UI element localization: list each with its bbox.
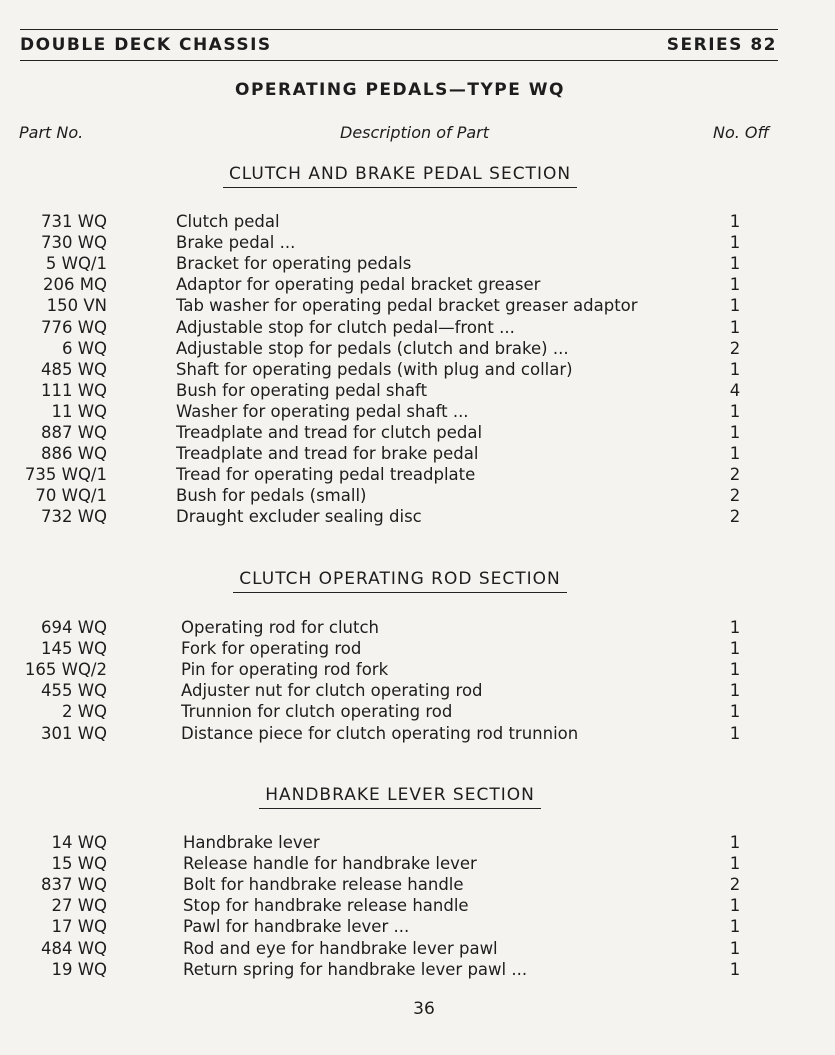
- quantity: 1: [729, 917, 741, 937]
- quantity: 1: [729, 275, 741, 295]
- part-number: 730 WQ: [40, 233, 107, 253]
- col-part-heading: Part No.: [19, 123, 84, 142]
- quantity: 2: [729, 507, 741, 527]
- part-number: 150 VN: [46, 296, 107, 316]
- part-description: Clutch pedal: [176, 212, 280, 231]
- parts-row: [0, 723, 800, 744]
- part-number: 15 WQ: [51, 854, 107, 874]
- part-number: 776 WQ: [40, 317, 107, 337]
- parts-row: [0, 338, 800, 359]
- quantity: 1: [729, 423, 741, 442]
- part-number: 70 WQ/1: [35, 486, 107, 506]
- quantity: 1: [729, 702, 741, 722]
- part-description: Return spring for handbrake lever pawl ...: [183, 959, 528, 979]
- part-number: 837 WQ: [40, 875, 107, 895]
- part-description: Adjustable stop for pedals (clutch and brake) ...: [176, 338, 569, 358]
- part-number: 11 WQ: [51, 401, 107, 421]
- section-title: [0, 164, 800, 188]
- parts-row: [0, 959, 800, 980]
- part-description: Adjuster nut for clutch operating rod: [181, 681, 483, 701]
- parts-row: [0, 506, 800, 527]
- part-description: Bush for operating pedal shaft: [176, 380, 428, 400]
- header-left: DOUBLE DECK CHASSIS: [20, 35, 272, 55]
- part-description: Tab washer for operating pedal bracket greaser adaptor: [176, 296, 638, 316]
- parts-row: [0, 895, 800, 916]
- quantity: 1: [729, 618, 741, 637]
- part-number: 485 WQ: [40, 359, 107, 379]
- quantity: 2: [729, 465, 741, 485]
- part-number: 484 WQ: [40, 938, 107, 958]
- quantity: 1: [729, 359, 741, 379]
- parts-row: [0, 680, 800, 701]
- part-description: Tread for operating pedal treadplate: [176, 465, 476, 485]
- section-title-text: HANDBRAKE LEVER SECTION: [259, 785, 541, 809]
- quantity: 1: [729, 681, 741, 701]
- part-number: 17 WQ: [51, 917, 107, 937]
- parts-row: [0, 464, 800, 485]
- part-description: Treadplate and tread for clutch pedal: [176, 423, 483, 442]
- section-title-text: CLUTCH AND BRAKE PEDAL SECTION: [223, 164, 577, 188]
- part-description: Release handle for handbrake lever: [183, 854, 477, 874]
- part-description: Shaft for operating pedals (with plug and collar): [176, 359, 573, 379]
- part-description: Adjustable stop for clutch pedal—front ...: [176, 317, 515, 337]
- parts-row: [0, 401, 800, 422]
- part-number: 731 WQ: [40, 212, 107, 231]
- quantity: 2: [729, 875, 741, 895]
- part-description: Brake pedal ...: [176, 233, 296, 253]
- part-description: Rod and eye for handbrake lever pawl: [183, 938, 498, 958]
- part-description: Adaptor for operating pedal bracket greaser: [176, 275, 541, 295]
- parts-row: [0, 659, 800, 680]
- quantity: 1: [729, 959, 741, 979]
- section-title: [0, 569, 800, 593]
- part-description: Fork for operating rod: [181, 639, 362, 659]
- parts-row: [0, 938, 800, 959]
- part-number: 886 WQ: [40, 444, 107, 464]
- part-number: 165 WQ/2: [24, 660, 107, 680]
- quantity: 2: [729, 338, 741, 358]
- part-number: 455 WQ: [40, 681, 107, 701]
- page-title: OPERATING PEDALS—TYPE WQ: [235, 80, 565, 100]
- part-description: Washer for operating pedal shaft ...: [176, 401, 469, 421]
- part-number: 206 MQ: [43, 275, 107, 295]
- part-description: Operating rod for clutch: [181, 618, 380, 637]
- part-number: 732 WQ: [40, 507, 107, 527]
- part-description: Treadplate and tread for brake pedal: [176, 444, 479, 464]
- part-number: 6 WQ: [61, 338, 107, 358]
- parts-row: [0, 380, 800, 401]
- part-number: 14 WQ: [51, 833, 107, 852]
- quantity: 1: [729, 639, 741, 659]
- parts-row: [0, 422, 800, 443]
- quantity: 1: [729, 233, 741, 253]
- part-description: Pin for operating rod fork: [181, 660, 389, 680]
- quantity: 1: [729, 938, 741, 958]
- quantity: 1: [729, 723, 741, 743]
- part-number: 887 WQ: [40, 423, 107, 442]
- part-description: Distance piece for clutch operating rod trunnion: [181, 723, 579, 743]
- part-number: 111 WQ: [40, 380, 107, 400]
- parts-row: [0, 874, 800, 895]
- top-rule: [20, 29, 778, 30]
- parts-row: [0, 617, 800, 638]
- quantity: 1: [729, 401, 741, 421]
- page-number: 36: [413, 999, 435, 1019]
- quantity: 1: [729, 444, 741, 464]
- col-description-heading: Description of Part: [340, 123, 490, 142]
- quantity: 1: [729, 660, 741, 680]
- parts-row: [0, 701, 800, 722]
- part-description: Trunnion for clutch operating rod: [181, 702, 453, 722]
- header-right: SERIES 82: [666, 35, 777, 55]
- part-description: Bush for pedals (small): [176, 486, 367, 506]
- parts-row: [0, 485, 800, 506]
- part-description: Bolt for handbrake release handle: [183, 875, 464, 895]
- part-number: 694 WQ: [40, 618, 107, 637]
- parts-row: [0, 916, 800, 937]
- part-number: 19 WQ: [51, 959, 107, 979]
- part-number: 2 WQ: [61, 702, 107, 722]
- part-number: 145 WQ: [40, 639, 107, 659]
- part-number: 5 WQ/1: [45, 254, 107, 274]
- parts-row: [0, 853, 800, 874]
- quantity: 2: [729, 486, 741, 506]
- parts-row: [0, 832, 800, 853]
- quantity: 1: [729, 896, 741, 916]
- quantity: 4: [729, 380, 741, 400]
- part-number: 301 WQ: [40, 723, 107, 743]
- part-description: Pawl for handbrake lever ...: [183, 917, 410, 937]
- parts-row: [0, 274, 800, 295]
- parts-row: [0, 443, 800, 464]
- quantity: 1: [729, 254, 741, 274]
- parts-row: [0, 638, 800, 659]
- parts-row: [0, 295, 800, 316]
- part-description: Stop for handbrake release handle: [183, 896, 469, 916]
- parts-row: [0, 317, 800, 338]
- part-description: Bracket for operating pedals: [176, 254, 412, 274]
- parts-row: [0, 211, 800, 232]
- quantity: 1: [729, 833, 741, 852]
- parts-row: [0, 359, 800, 380]
- quantity: 1: [729, 854, 741, 874]
- section-title: [0, 785, 800, 809]
- quantity: 1: [729, 296, 741, 316]
- part-description: Handbrake lever: [183, 833, 320, 852]
- parts-row: [0, 253, 800, 274]
- col-qty-heading: No. Off: [713, 123, 770, 142]
- part-number: 735 WQ/1: [24, 465, 107, 485]
- quantity: 1: [729, 212, 741, 231]
- parts-row: [0, 232, 800, 253]
- quantity: 1: [729, 317, 741, 337]
- part-description: Draught excluder sealing disc: [176, 507, 422, 527]
- section-title-text: CLUTCH OPERATING ROD SECTION: [233, 569, 566, 593]
- header-underline: [20, 60, 778, 61]
- part-number: 27 WQ: [51, 896, 107, 916]
